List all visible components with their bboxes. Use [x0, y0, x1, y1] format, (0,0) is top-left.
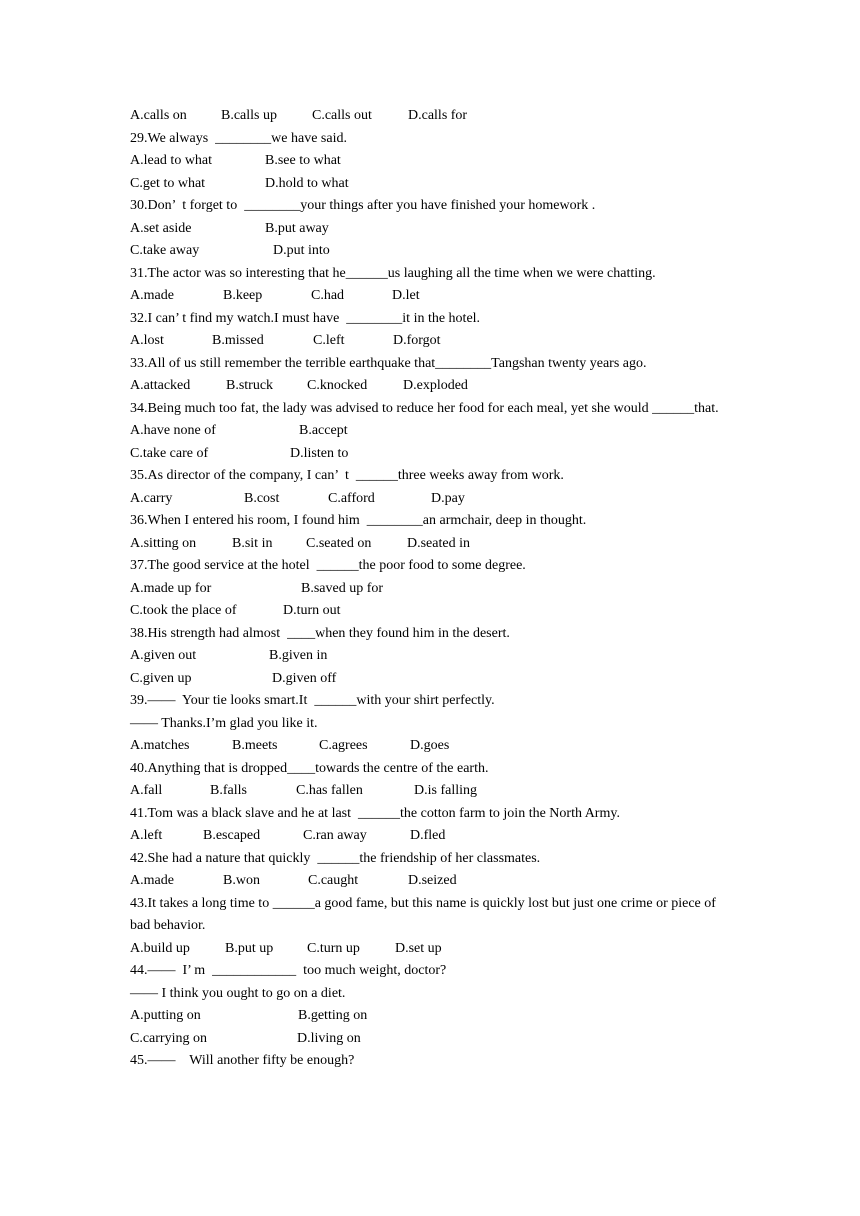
- options-row: [130, 870, 735, 893]
- option-b: B.cost: [244, 490, 280, 506]
- question-sheet: [130, 105, 735, 1073]
- option-b: B.saved up for: [301, 580, 384, 596]
- option-b: B.meets: [232, 738, 278, 753]
- question-text: 44.—— I’ m ____________ too much weight, doctor?: [130, 963, 447, 978]
- option-a: A.left: [130, 828, 163, 843]
- options-row: [130, 600, 735, 623]
- option-b: B.put up: [225, 940, 274, 956]
- options-row: [130, 1028, 735, 1051]
- options-row: [130, 578, 735, 601]
- option-d: D.set up: [395, 940, 442, 956]
- option-c: C.given up: [130, 670, 192, 686]
- options-row: [130, 533, 735, 556]
- option-b: B.given in: [269, 648, 328, 663]
- question-text: 37.The good service at the hotel ______the poor food to some degree.: [130, 558, 526, 573]
- options-row: [130, 443, 735, 466]
- options-row: [130, 825, 735, 848]
- options-row: [130, 375, 735, 398]
- option-c: C.afford: [328, 490, 375, 506]
- option-b: B.escaped: [203, 828, 261, 843]
- option-c: C.carrying on: [130, 1030, 207, 1046]
- options-row: [130, 150, 735, 173]
- question-text: 29.We always ________we have said.: [130, 130, 347, 146]
- options-row: [130, 668, 735, 691]
- option-b: B.calls up: [221, 108, 277, 123]
- option-a: A.made up for: [130, 580, 212, 596]
- question-text: 36.When I entered his room, I found him ________an armchair, deep in thought.: [130, 513, 587, 528]
- option-a: A.set aside: [130, 220, 192, 236]
- question-text: —— I think you ought to go on a diet.: [130, 985, 346, 1001]
- options-row: [130, 218, 735, 241]
- question-text: 39.—— Your tie looks smart.It ______with your shirt perfectly.: [130, 693, 495, 708]
- option-c: C.had: [311, 288, 345, 303]
- option-a: A.matches: [130, 738, 190, 753]
- option-d: D.put into: [273, 243, 330, 258]
- option-c: C.took the place of: [130, 603, 237, 618]
- option-a: A.fall: [130, 783, 163, 798]
- option-c: C.agrees: [319, 738, 368, 753]
- option-a: A.sitting on: [130, 535, 197, 551]
- option-d: D.turn out: [283, 603, 341, 618]
- option-c: C.turn up: [307, 940, 360, 956]
- option-b: B.see to what: [265, 153, 341, 168]
- options-row: [130, 240, 735, 263]
- question-text: 31.The actor was so interesting that he______us laughing all the time when we were chatting.: [130, 265, 656, 281]
- option-c: C.get to what: [130, 175, 206, 191]
- question-text: 42.She had a nature that quickly ______the friendship of her classmates.: [130, 850, 541, 866]
- option-d: D.listen to: [290, 445, 349, 461]
- option-c: C.take care of: [130, 445, 209, 461]
- option-b: B.won: [223, 873, 260, 888]
- option-b: B.put away: [265, 220, 329, 236]
- option-a: A.made: [130, 288, 174, 303]
- option-c: C.ran away: [303, 828, 367, 843]
- options-row: [130, 420, 735, 443]
- option-b: B.sit in: [232, 535, 273, 551]
- option-a: A.have none of: [130, 423, 216, 438]
- option-a: A.attacked: [130, 378, 191, 393]
- options-row: [130, 330, 735, 353]
- question-text: 40.Anything that is dropped____towards the centre of the earth.: [130, 760, 489, 776]
- option-d: D.let: [392, 288, 420, 303]
- option-b: B.getting on: [298, 1008, 368, 1023]
- options-row: [130, 173, 735, 196]
- options-row: [130, 1005, 735, 1028]
- option-d: D.hold to what: [265, 175, 349, 191]
- option-d: D.given off: [272, 670, 337, 686]
- option-a: A.given out: [130, 648, 197, 663]
- question-text: 45.—— Will another fifty be enough?: [130, 1053, 355, 1068]
- option-a: A.putting on: [130, 1008, 201, 1023]
- question-text: 32.I can’ t find my watch.I must have ________it in the hotel.: [130, 310, 481, 326]
- option-c: C.left: [313, 333, 345, 348]
- option-d: D.fled: [410, 828, 446, 843]
- option-c: C.caught: [308, 873, 359, 888]
- option-a: A.build up: [130, 940, 190, 956]
- question-text: 33.All of us still remember the terrible earthquake that________Tangshan twenty years ago.: [130, 355, 647, 371]
- option-d: D.pay: [431, 490, 465, 506]
- option-a: A.carry: [130, 490, 173, 506]
- question-text: 38.His strength had almost ____when they found him in the desert.: [130, 625, 510, 641]
- option-d: D.seated in: [407, 535, 470, 551]
- option-a: A.calls on: [130, 108, 187, 123]
- options-row: [130, 105, 735, 128]
- option-a: A.made: [130, 873, 174, 888]
- options-row: [130, 645, 735, 668]
- option-a: A.lead to what: [130, 153, 213, 168]
- option-d: D.living on: [297, 1030, 361, 1046]
- options-row: [130, 488, 735, 511]
- question-text: 41.Tom was a black slave and he at last ______the cotton farm to join the North Army.: [130, 805, 620, 821]
- option-c: C.take away: [130, 243, 200, 258]
- options-row: [130, 938, 735, 961]
- options-row: [130, 780, 735, 803]
- option-b: B.falls: [210, 783, 247, 798]
- option-d: D.exploded: [403, 378, 468, 393]
- options-row: [130, 285, 735, 308]
- question-text: 30.Don’ t forget to ________your things after you have finished your homework .: [130, 198, 596, 213]
- options-row: [130, 735, 735, 758]
- option-b: B.missed: [212, 333, 264, 348]
- question-text: 34.Being much too fat, the lady was advised to reduce her food for each meal, yet she would ______that.: [130, 400, 719, 416]
- option-c: C.calls out: [312, 108, 372, 123]
- option-d: D.is falling: [414, 783, 477, 798]
- option-d: D.goes: [410, 738, 450, 753]
- option-d: D.seized: [408, 873, 457, 888]
- option-b: B.struck: [226, 378, 274, 393]
- option-d: D.calls for: [408, 108, 468, 123]
- question-text: —— Thanks.I’m glad you like it.: [130, 715, 318, 731]
- option-b: B.keep: [223, 288, 263, 303]
- option-c: C.knocked: [307, 378, 368, 393]
- option-c: C.seated on: [306, 535, 372, 551]
- option-b: B.accept: [299, 423, 348, 438]
- question-text: 35.As director of the company, I can’ t ______three weeks away from work.: [130, 468, 564, 483]
- question-text: 43.It takes a long time to ______a good fame, but this name is quickly lost but just one crime or piece of bad behavior.: [130, 895, 716, 933]
- option-d: D.forgot: [393, 333, 441, 348]
- option-c: C.has fallen: [296, 783, 363, 798]
- option-a: A.lost: [130, 333, 164, 348]
